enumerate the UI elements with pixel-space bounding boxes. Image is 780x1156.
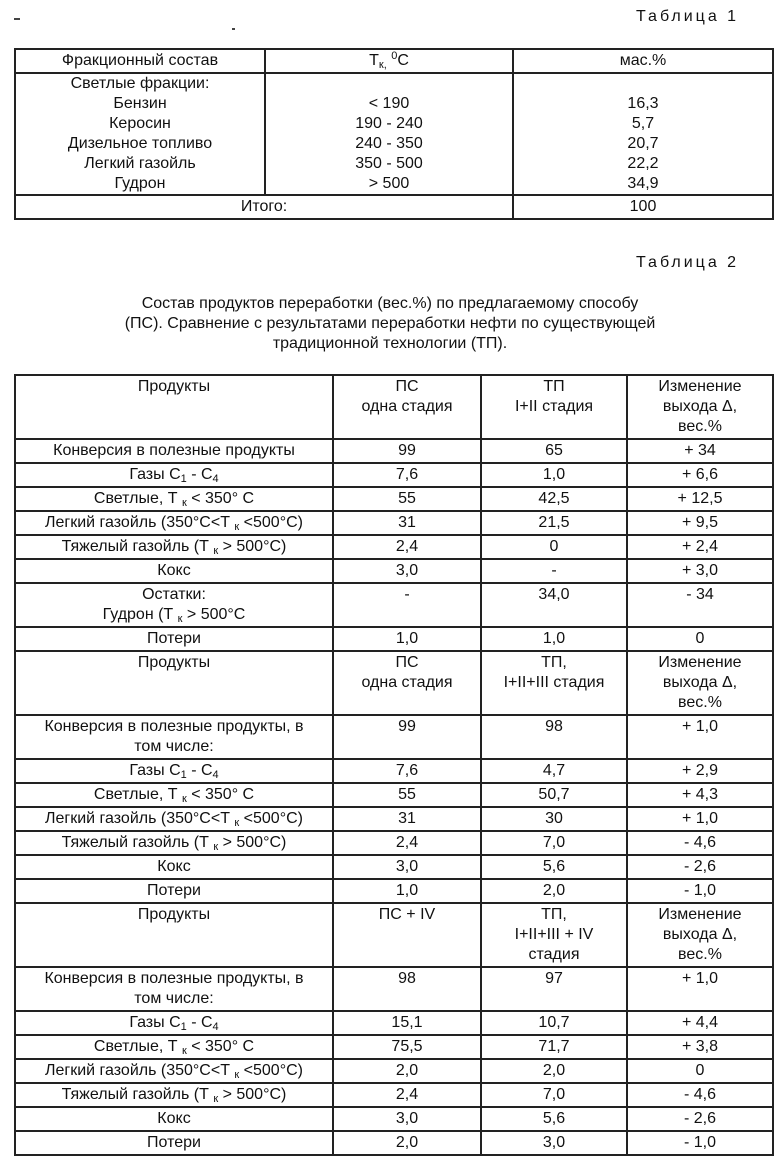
- total-label: Итого:: [15, 195, 513, 219]
- delta-value: - 2,6: [627, 1107, 773, 1131]
- description-line: (ПС). Сравнение с результатами переработки нефти по существующей: [124, 315, 656, 332]
- product-name: Светлые, Т $_к$ < 350° С: [15, 783, 333, 807]
- delta-value: - 2,6: [627, 855, 773, 879]
- table-row: [15, 783, 773, 807]
- product-name: Легкий газойль (350°С<Т $_к$ <500°С): [15, 807, 333, 831]
- table-row: [15, 487, 773, 511]
- tp-value: 5,6: [481, 1107, 627, 1131]
- table-row: [15, 73, 773, 94]
- header-products: Продукты: [15, 903, 333, 967]
- product-name: Потери: [15, 879, 333, 903]
- table-row: [15, 855, 773, 879]
- product-name: Газы $С_1 - С_4$: [15, 759, 333, 783]
- ps-value: 55: [333, 487, 481, 511]
- table-row: [15, 154, 773, 174]
- delta-value: + 12,5: [627, 487, 773, 511]
- table-row: [15, 879, 773, 903]
- fraction-name: Керосин: [15, 114, 265, 134]
- tp-value: 98: [481, 715, 627, 759]
- ps-value: 99: [333, 715, 481, 759]
- ps-value: 2,4: [333, 535, 481, 559]
- header-delta: Изменение выхода Δ, вес.%: [627, 375, 773, 439]
- table-row: [15, 94, 773, 114]
- ps-value: 2,0: [333, 1059, 481, 1083]
- total-row: [15, 195, 773, 219]
- scan-mark: [232, 28, 235, 30]
- table-row: [15, 535, 773, 559]
- product-name: Легкий газойль (350°С<Т $_к$ <500°С): [15, 1059, 333, 1083]
- ps-value: 15,1: [333, 1011, 481, 1035]
- fraction-mass: 20,7: [513, 134, 773, 154]
- product-name: Кокс: [15, 559, 333, 583]
- ps-value: 99: [333, 439, 481, 463]
- product-name: Светлые, Т $_к$ < 350° С: [15, 1035, 333, 1059]
- table2-description: [90, 294, 690, 354]
- fraction-name: Легкий газойль: [15, 154, 265, 174]
- tp-value: 71,7: [481, 1035, 627, 1059]
- table-row: [15, 1083, 773, 1107]
- table-row: [15, 583, 773, 627]
- table-row: [15, 807, 773, 831]
- delta-value: + 6,6: [627, 463, 773, 487]
- tp-value: 5,6: [481, 855, 627, 879]
- product-name: Светлые, Т $_к$ < 350° С: [15, 487, 333, 511]
- tp-value: -: [481, 559, 627, 583]
- ps-value: 75,5: [333, 1035, 481, 1059]
- header-ps: ПС одна стадия: [333, 651, 481, 715]
- delta-value: + 4,3: [627, 783, 773, 807]
- ps-value: 31: [333, 807, 481, 831]
- delta-value: + 4,4: [627, 1011, 773, 1035]
- header-ps: ПС + IV: [333, 903, 481, 967]
- tp-value: 50,7: [481, 783, 627, 807]
- delta-value: + 2,4: [627, 535, 773, 559]
- ps-value: 1,0: [333, 879, 481, 903]
- header-delta: Изменение выхода Δ, вес.%: [627, 903, 773, 967]
- product-name: Конверсия в полезные продукты, в том числе:: [15, 715, 333, 759]
- tp-value: 30: [481, 807, 627, 831]
- ps-value: 2,4: [333, 1083, 481, 1107]
- ps-value: 7,6: [333, 463, 481, 487]
- tp-value: 97: [481, 967, 627, 1011]
- table1-caption: Таблица 1: [636, 8, 740, 25]
- table-row: [15, 1131, 773, 1155]
- products-table: [14, 374, 774, 1156]
- table-header-row: [15, 49, 773, 73]
- product-name: Кокс: [15, 855, 333, 879]
- total-value: 100: [513, 195, 773, 219]
- fraction-temp: 350 - 500: [265, 154, 513, 174]
- section-header-row: [15, 651, 773, 715]
- tp-value: 3,0: [481, 1131, 627, 1155]
- delta-value: - 4,6: [627, 1083, 773, 1107]
- product-name: Газы $С_1 - С_4$: [15, 1011, 333, 1035]
- header-products: Продукты: [15, 651, 333, 715]
- delta-value: + 3,8: [627, 1035, 773, 1059]
- tp-value: 2,0: [481, 1059, 627, 1083]
- fraction-name: Гудрон: [15, 174, 265, 195]
- ps-value: -: [333, 583, 481, 627]
- table-row: [15, 1011, 773, 1035]
- table-row: [15, 439, 773, 463]
- product-name: Тяжелый газойль (Т $_к$ > 500°С): [15, 831, 333, 855]
- fraction-mass: 22,2: [513, 154, 773, 174]
- product-name: Кокс: [15, 1107, 333, 1131]
- table-row: [15, 511, 773, 535]
- delta-value: - 1,0: [627, 1131, 773, 1155]
- delta-value: + 9,5: [627, 511, 773, 535]
- table-row: [15, 627, 773, 651]
- table-row: [15, 174, 773, 195]
- ps-value: 1,0: [333, 627, 481, 651]
- tp-value: 1,0: [481, 463, 627, 487]
- tp-value: 42,5: [481, 487, 627, 511]
- table-row: [15, 715, 773, 759]
- ps-value: 98: [333, 967, 481, 1011]
- header-ps: ПС одна стадия: [333, 375, 481, 439]
- product-name: Конверсия в полезные продукты, в том числе:: [15, 967, 333, 1011]
- table-row: [15, 559, 773, 583]
- fraction-name: Бензин: [15, 94, 265, 114]
- table-row: [15, 1035, 773, 1059]
- table-row: [15, 463, 773, 487]
- table-row: [15, 967, 773, 1011]
- delta-value: - 34: [627, 583, 773, 627]
- delta-value: - 4,6: [627, 831, 773, 855]
- header-mass: мас.%: [513, 49, 773, 73]
- fraction-name: Дизельное топливо: [15, 134, 265, 154]
- tp-value: 0: [481, 535, 627, 559]
- header-tp: ТП, I+II+III стадия: [481, 651, 627, 715]
- product-name: Легкий газойль (350°С<Т $_к$ <500°С): [15, 511, 333, 535]
- tp-value: 10,7: [481, 1011, 627, 1035]
- ps-value: 55: [333, 783, 481, 807]
- fraction-temp: 240 - 350: [265, 134, 513, 154]
- section-header-row: [15, 903, 773, 967]
- delta-value: 0: [627, 1059, 773, 1083]
- header-delta: Изменение выхода Δ, вес.%: [627, 651, 773, 715]
- header-products: Продукты: [15, 375, 333, 439]
- description-line: традиционной технологии (ТП).: [272, 335, 508, 352]
- header-tp: ТП, I+II+III + IV стадия: [481, 903, 627, 967]
- fraction-mass: 34,9: [513, 174, 773, 195]
- product-name: Потери: [15, 1131, 333, 1155]
- table-row: [15, 831, 773, 855]
- product-name: Остатки: Гудрон (Т $_к$ > 500°С: [15, 583, 333, 627]
- section-header-row: [15, 375, 773, 439]
- delta-value: + 3,0: [627, 559, 773, 583]
- fraction-temp: < 190: [265, 94, 513, 114]
- tp-value: 34,0: [481, 583, 627, 627]
- group-label: Светлые фракции:: [15, 73, 265, 94]
- ps-value: 2,4: [333, 831, 481, 855]
- table-row: [15, 114, 773, 134]
- fraction-table: [14, 48, 774, 220]
- fraction-mass: 5,7: [513, 114, 773, 134]
- tp-value: 21,5: [481, 511, 627, 535]
- product-name: Газы $С_1 - С_4$: [15, 463, 333, 487]
- tp-value: 1,0: [481, 627, 627, 651]
- header-tp: ТП I+II стадия: [481, 375, 627, 439]
- tp-value: 65: [481, 439, 627, 463]
- tp-value: 4,7: [481, 759, 627, 783]
- delta-value: + 2,9: [627, 759, 773, 783]
- tp-value: 7,0: [481, 1083, 627, 1107]
- tp-value: 7,0: [481, 831, 627, 855]
- fraction-temp: > 500: [265, 174, 513, 195]
- scan-mark: [14, 18, 20, 20]
- table-row: [15, 134, 773, 154]
- delta-value: - 1,0: [627, 879, 773, 903]
- header-temp: $T_{к,}$ $^0$C: [265, 49, 513, 73]
- delta-value: 0: [627, 627, 773, 651]
- ps-value: 3,0: [333, 855, 481, 879]
- description-line: Состав продуктов переработки (вес.%) по предлагаемому способу: [141, 295, 639, 312]
- ps-value: 2,0: [333, 1131, 481, 1155]
- ps-value: 3,0: [333, 559, 481, 583]
- table2-caption: Таблица 2: [636, 254, 740, 271]
- fraction-temp: 190 - 240: [265, 114, 513, 134]
- product-name: Конверсия в полезные продукты: [15, 439, 333, 463]
- delta-value: + 34: [627, 439, 773, 463]
- delta-value: + 1,0: [627, 715, 773, 759]
- table-row: [15, 1107, 773, 1131]
- ps-value: 7,6: [333, 759, 481, 783]
- ps-value: 3,0: [333, 1107, 481, 1131]
- delta-value: + 1,0: [627, 807, 773, 831]
- fraction-mass: 16,3: [513, 94, 773, 114]
- product-name: Тяжелый газойль (Т $_к$ > 500°С): [15, 535, 333, 559]
- product-name: Потери: [15, 627, 333, 651]
- tp-value: 2,0: [481, 879, 627, 903]
- header-fraction: Фракционный состав: [15, 49, 265, 73]
- table-row: [15, 1059, 773, 1083]
- table-row: [15, 759, 773, 783]
- ps-value: 31: [333, 511, 481, 535]
- product-name: Тяжелый газойль (Т $_к$ > 500°С): [15, 1083, 333, 1107]
- delta-value: + 1,0: [627, 967, 773, 1011]
